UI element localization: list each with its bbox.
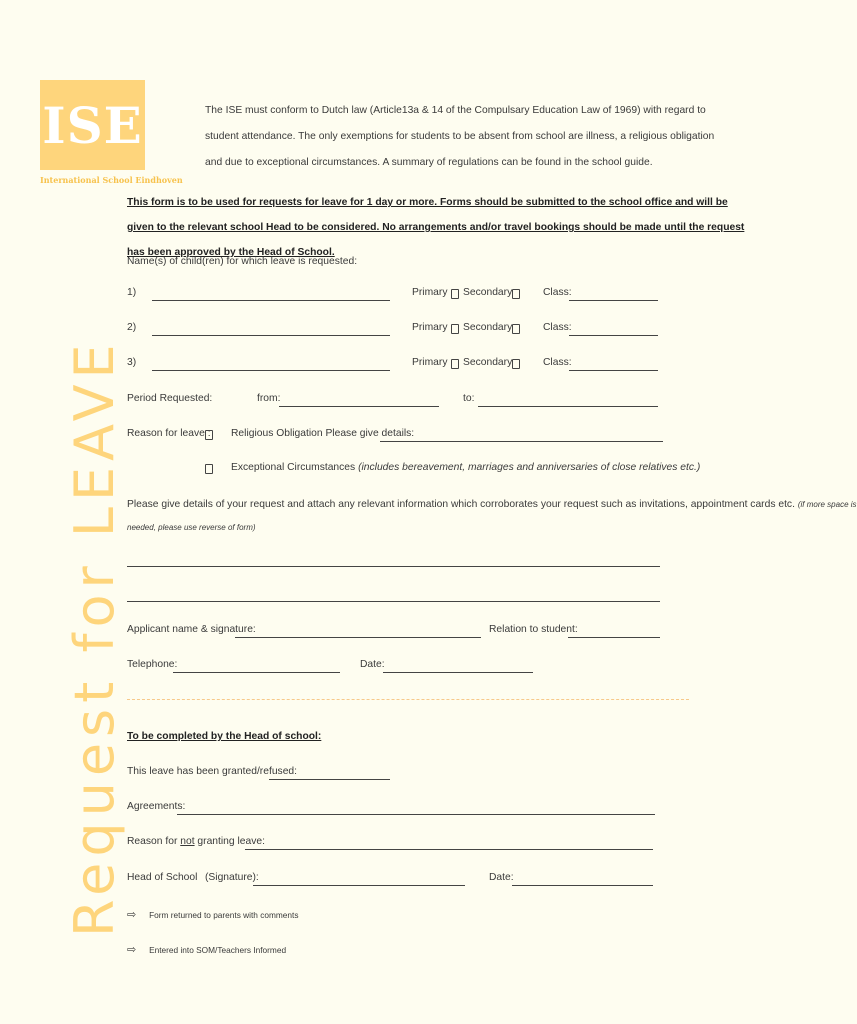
reason-not-part2: not bbox=[180, 836, 195, 847]
child-3-primary-label: Primary bbox=[412, 357, 448, 368]
agreements-label: Agreements: bbox=[127, 801, 186, 812]
telephone-field[interactable] bbox=[173, 672, 340, 673]
details-line-1[interactable] bbox=[127, 566, 660, 567]
granted-label: This leave has been granted/refused: bbox=[127, 766, 298, 777]
reason-not-field[interactable] bbox=[245, 849, 653, 850]
child-1-primary-label: Primary bbox=[412, 287, 448, 298]
arrow-right-icon: ⇨ bbox=[127, 909, 137, 921]
child-row-3-num: 3) bbox=[127, 357, 137, 368]
notice-paragraph: This form is to be used for requests for leave for 1 day or more. Forms should be submitted to the school office and will be given to the relevant school Head to be considered. No arrangements and/or travel bookings should be made until the request has been approved by the Head of School. bbox=[127, 197, 745, 258]
details-note-2: needed, please use reverse of form) bbox=[127, 523, 256, 532]
intro-paragraph: The ISE must conform to Dutch law (Article13a & 14 of the Compulsary Education Law of 1969) with regard to student attendance. The only exemptions for students to be absent from school are illness, a religious obligation and due to exceptional circumstances. A summary of regulations can be found in the school guide. bbox=[205, 105, 715, 168]
applicant-name-field[interactable] bbox=[235, 637, 481, 638]
head-heading: To be completed by the Head of school: bbox=[127, 731, 322, 742]
details-main: Please give details of your request and attach any relevant information which corroborates your request such as invitations, appointment cards etc. bbox=[127, 499, 795, 510]
relation-field[interactable] bbox=[568, 637, 660, 638]
details-line-2[interactable] bbox=[127, 601, 660, 602]
exceptional-text: Exceptional Circumstances bbox=[231, 462, 356, 473]
child-1-secondary-checkbox[interactable] bbox=[512, 289, 520, 299]
period-from-field[interactable] bbox=[279, 406, 439, 407]
applicant-name-label: Applicant name & signature: bbox=[127, 624, 256, 635]
logo-text: ISE bbox=[42, 95, 143, 155]
relation-label: Relation to student: bbox=[489, 624, 578, 635]
head-label: Head of School bbox=[127, 872, 198, 883]
child-1-class-label: Class: bbox=[543, 287, 572, 298]
entered-text: Entered into SOM/Teachers Informed bbox=[149, 945, 287, 955]
ise-logo bbox=[40, 80, 145, 170]
child-1-secondary-label: Secondary bbox=[463, 287, 513, 298]
exceptional-checkbox[interactable] bbox=[205, 464, 213, 474]
child-2-secondary-checkbox[interactable] bbox=[512, 324, 520, 334]
details-text bbox=[127, 499, 857, 510]
child-2-secondary-label: Secondary bbox=[463, 322, 513, 333]
head-date-label: Date: bbox=[489, 872, 514, 883]
exceptional-label bbox=[231, 462, 700, 473]
reason-not-part3: granting leave: bbox=[194, 836, 265, 847]
child-3-primary-checkbox[interactable] bbox=[451, 359, 459, 369]
signature-field[interactable] bbox=[253, 885, 465, 886]
religious-checkbox[interactable] bbox=[205, 430, 213, 440]
telephone-label: Telephone: bbox=[127, 659, 178, 670]
head-date-field[interactable] bbox=[512, 885, 653, 886]
child-2-class-field[interactable] bbox=[569, 335, 658, 336]
child-1-name-field[interactable] bbox=[152, 300, 390, 301]
child-3-class-field[interactable] bbox=[569, 370, 658, 371]
period-from-label: from: bbox=[257, 393, 281, 404]
reason-label: Reason for leave : bbox=[127, 428, 211, 439]
child-2-class-label: Class: bbox=[543, 322, 572, 333]
applicant-date-label: Date: bbox=[360, 659, 385, 670]
child-2-primary-label: Primary bbox=[412, 322, 448, 333]
child-3-class-label: Class: bbox=[543, 357, 572, 368]
exceptional-note: (includes bereavement, marriages and anniversaries of close relatives etc.) bbox=[358, 462, 701, 473]
child-3-name-field[interactable] bbox=[152, 370, 390, 371]
reason-not-label bbox=[127, 836, 265, 847]
logo-subtitle: International School Eindhoven bbox=[40, 175, 183, 185]
applicant-date-field[interactable] bbox=[383, 672, 533, 673]
child-3-secondary-checkbox[interactable] bbox=[512, 359, 520, 369]
child-row-1-num: 1) bbox=[127, 287, 137, 298]
religious-details-field[interactable] bbox=[380, 441, 663, 442]
side-title: Request for LEAVE bbox=[63, 338, 126, 937]
child-1-class-field[interactable] bbox=[569, 300, 658, 301]
details-note-1: (if more space is bbox=[797, 500, 857, 509]
arrow-right-icon: ⇨ bbox=[127, 944, 137, 956]
child-row-2-num: 2) bbox=[127, 322, 137, 333]
period-to-label: to: bbox=[463, 393, 475, 404]
section-divider bbox=[127, 699, 689, 700]
period-to-field[interactable] bbox=[478, 406, 658, 407]
agreements-field[interactable] bbox=[177, 814, 655, 815]
children-heading: Name(s) of child(ren) for which leave is requested: bbox=[127, 256, 358, 267]
period-label: Period Requested: bbox=[127, 393, 213, 404]
entered-row bbox=[127, 943, 286, 956]
child-3-secondary-label: Secondary bbox=[463, 357, 513, 368]
granted-field[interactable] bbox=[269, 779, 390, 780]
child-1-primary-checkbox[interactable] bbox=[451, 289, 459, 299]
returned-text: Form returned to parents with comments bbox=[149, 910, 299, 920]
reason-not-part1: Reason for bbox=[127, 836, 181, 847]
child-2-name-field[interactable] bbox=[152, 335, 390, 336]
child-2-primary-checkbox[interactable] bbox=[451, 324, 459, 334]
returned-row bbox=[127, 908, 299, 921]
religious-label: Religious Obligation Please give details: bbox=[231, 428, 415, 439]
signature-label: (Signature): bbox=[205, 872, 259, 883]
